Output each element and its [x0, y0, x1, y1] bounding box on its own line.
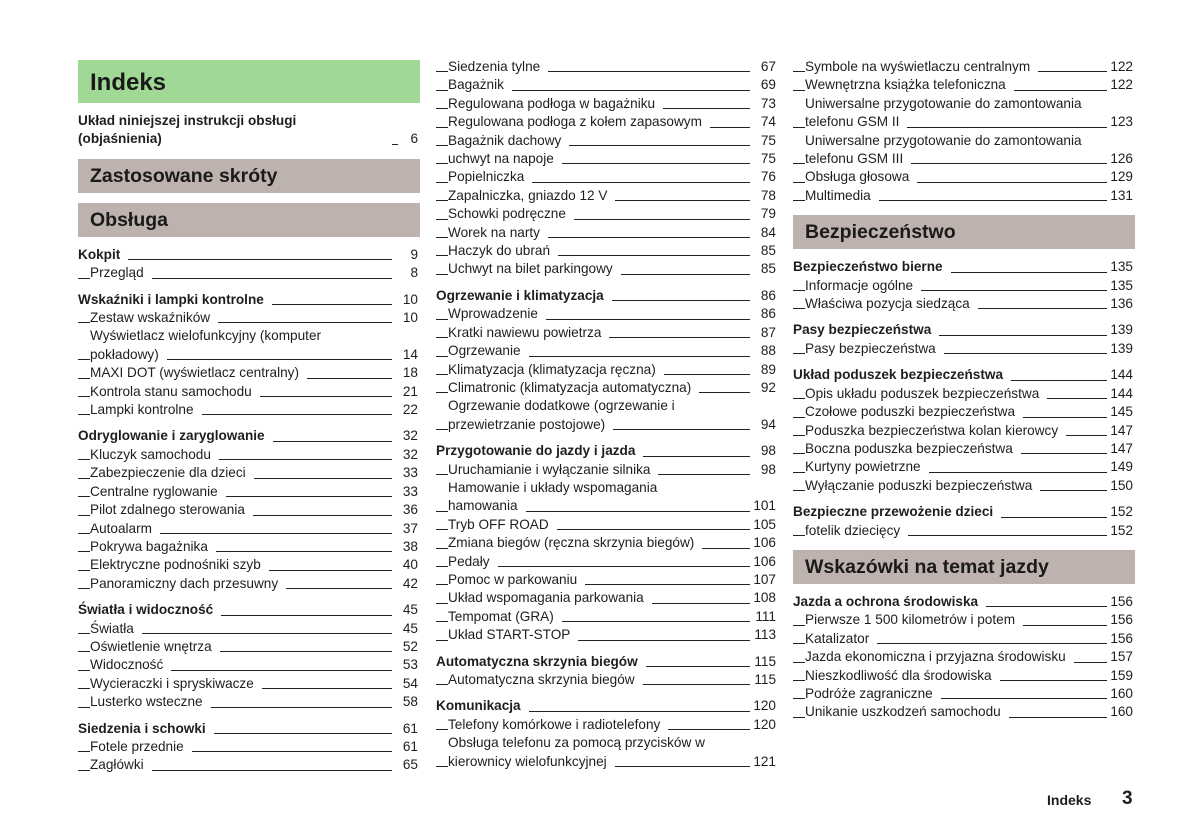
- entry-label: Ogrzewanie i klimatyzacja: [436, 288, 612, 303]
- entry-label: Fotele przednie: [90, 739, 192, 754]
- entry-page-number: 115: [754, 671, 776, 689]
- entry-page-number: 75: [761, 150, 776, 168]
- entry-page-number: 37: [403, 520, 418, 538]
- entry-page-number: 156: [1110, 630, 1133, 648]
- index-entry[interactable]: [436, 260, 778, 278]
- entry-page-number: 52: [403, 638, 418, 656]
- entry-page-number: 152: [1110, 503, 1133, 521]
- entry-label: Wskaźniki i lampki kontrolne: [78, 292, 272, 307]
- entry-page-number: 76: [761, 168, 776, 186]
- section-heading: Bezpieczeństwo: [793, 215, 1135, 249]
- entry-label: Światła i widoczność: [78, 602, 221, 617]
- entry-page-number: 149: [1110, 458, 1133, 476]
- entry-label: Jazda ekonomiczna i przyjazna środowisku: [805, 649, 1074, 664]
- entry-label: Panoramiczny dach przesuwny: [90, 576, 286, 591]
- entry-page-number: 144: [1110, 366, 1133, 384]
- entry-page-number: 84: [761, 224, 776, 242]
- index-column-1: [78, 60, 420, 775]
- entry-page-number: 150: [1110, 477, 1133, 495]
- entry-page-number: 105: [753, 516, 776, 534]
- entry-label: Układ poduszek bezpieczeństwa: [793, 367, 1011, 382]
- index-entry[interactable]: [793, 522, 1135, 540]
- entry-label: Symbole na wyświetlaczu centralnym: [805, 59, 1038, 74]
- entry-label: Zmiana biegów (ręczna skrzynia biegów): [448, 535, 702, 550]
- index-entry[interactable]: [78, 501, 420, 519]
- entry-page-number: 123: [1110, 113, 1133, 131]
- index-entry[interactable]: [436, 95, 778, 113]
- entry-page-number: 107: [753, 571, 776, 589]
- index-group-entry[interactable]: [793, 258, 1135, 276]
- index-entry[interactable]: [436, 132, 778, 150]
- entry-label: Odryglowanie i zaryglowanie: [78, 428, 273, 443]
- entry-label: Unikanie uszkodzeń samochodu: [805, 704, 1009, 719]
- entry-label: Opis układu poduszek bezpieczeństwa: [805, 386, 1047, 401]
- entry-label: Regulowana podłoga w bagażniku: [448, 96, 663, 111]
- entry-label: Obsługa telefonu za pomocą przycisków w kierownicy wielofunkcyjnej: [448, 735, 705, 769]
- entry-page-number: 14: [403, 346, 418, 364]
- entry-label: Pierwsze 1 500 kilometrów i potem: [805, 612, 1023, 627]
- entry-page-number: 85: [761, 242, 776, 260]
- entry-page-number: 86: [761, 305, 776, 323]
- entry-page-number: 144: [1110, 385, 1133, 403]
- index-entry[interactable]: [78, 756, 420, 774]
- entry-label: Zestaw wskaźników: [90, 310, 218, 325]
- entry-label: Informacje ogólne: [805, 278, 921, 293]
- index-group-entry[interactable]: [793, 366, 1135, 384]
- entry-label: Pilot zdalnego sterowania: [90, 502, 253, 517]
- entry-label: Tempomat (GRA): [448, 609, 562, 624]
- entry-page-number: 120: [753, 697, 776, 715]
- index-group-entry[interactable]: [78, 112, 420, 149]
- index-group-entry[interactable]: [436, 653, 778, 671]
- index-entry[interactable]: [78, 556, 420, 574]
- index-entry[interactable]: [436, 150, 778, 168]
- section-heading: Obsługa: [78, 203, 420, 237]
- entry-label: Obsługa głosowa: [805, 169, 917, 184]
- entry-label: Hamowanie i układy wspomagania hamowania: [448, 479, 658, 514]
- entry-label: uchwyt na napoje: [448, 151, 562, 166]
- section-heading: Zastosowane skróty: [78, 159, 420, 193]
- index-entry[interactable]: [436, 397, 778, 434]
- entry-page-number: 79: [761, 205, 776, 223]
- index-entry[interactable]: [793, 58, 1135, 76]
- entry-page-number: 75: [761, 132, 776, 150]
- entry-label: Autoalarm: [90, 521, 160, 536]
- index-entry[interactable]: [78, 446, 420, 464]
- index-entry[interactable]: [793, 132, 1135, 169]
- entry-page-number: 101: [753, 497, 776, 515]
- entry-label: Wyłączanie poduszki bezpieczeństwa: [805, 478, 1040, 493]
- index-entry[interactable]: [78, 520, 420, 538]
- entry-page-number: 53: [403, 656, 418, 674]
- page-title: Indeks: [78, 60, 420, 103]
- index-column-2: [436, 58, 778, 771]
- entry-page-number: 136: [1110, 295, 1133, 313]
- entry-label: Podróże zagraniczne: [805, 686, 941, 701]
- entry-page-number: 160: [1110, 703, 1133, 721]
- index-entry[interactable]: [436, 553, 778, 571]
- entry-label: Automatyczna skrzynia biegów: [436, 654, 646, 669]
- entry-label: Wewnętrzna książka telefoniczna: [805, 77, 1014, 92]
- index-group-entry[interactable]: [78, 720, 420, 738]
- entry-page-number: 78: [761, 187, 776, 205]
- entry-page-number: 38: [403, 538, 418, 556]
- entry-label: Uniwersalne przygotowanie do zamontowania telefonu GSM III: [805, 132, 1082, 167]
- entry-page-number: 21: [403, 383, 418, 401]
- index-entry[interactable]: [793, 168, 1135, 186]
- entry-page-number: 113: [754, 626, 776, 644]
- entry-label: Poduszka bezpieczeństwa kolan kierowcy: [805, 423, 1066, 438]
- entry-label: Oświetlenie wnętrza: [90, 639, 220, 654]
- entry-label: Widoczność: [90, 657, 171, 672]
- entry-page-number: 42: [403, 575, 418, 593]
- entry-label: Uniwersalne przygotowanie do zamontowania telefonu GSM II: [805, 95, 1082, 130]
- entry-label: Popielniczka: [448, 169, 532, 184]
- index-entry[interactable]: [793, 630, 1135, 648]
- index-entry[interactable]: [436, 361, 778, 379]
- entry-label: Automatyczna skrzynia biegów: [448, 672, 643, 687]
- entry-page-number: 85: [761, 260, 776, 278]
- index-entry[interactable]: [793, 440, 1135, 458]
- index-entry[interactable]: [436, 461, 778, 479]
- index-group-entry[interactable]: [436, 697, 778, 715]
- index-entry[interactable]: [793, 611, 1135, 629]
- index-entry[interactable]: [436, 242, 778, 260]
- index-entry[interactable]: [436, 342, 778, 360]
- entry-page-number: 120: [753, 716, 776, 734]
- index-entry[interactable]: [78, 464, 420, 482]
- entry-page-number: 58: [403, 693, 418, 711]
- entry-page-number: 115: [754, 653, 776, 671]
- entry-label: Układ wspomagania parkowania: [448, 590, 652, 605]
- entry-label: Przygotowanie do jazdy i jazda: [436, 443, 643, 458]
- entry-label: Pokrywa bagażnika: [90, 539, 216, 554]
- index-entry[interactable]: [436, 58, 778, 76]
- entry-page-number: 6: [410, 130, 418, 148]
- entry-label: MAXI DOT (wyświetlacz centralny): [90, 365, 307, 380]
- entry-label: Climatronic (klimatyzacja automatyczna): [448, 380, 699, 395]
- entry-page-number: 129: [1110, 168, 1133, 186]
- index-group-entry[interactable]: [793, 593, 1135, 611]
- index-entry[interactable]: [436, 479, 778, 516]
- entry-label: Siedzenia i schowki: [78, 721, 214, 736]
- index-entry[interactable]: [436, 205, 778, 223]
- entry-label: Ogrzewanie: [448, 343, 529, 358]
- index-entry[interactable]: [78, 538, 420, 556]
- index-entry[interactable]: [436, 224, 778, 242]
- index-entry[interactable]: [436, 626, 778, 644]
- entry-page-number: 131: [1110, 187, 1133, 205]
- entry-page-number: 121: [753, 753, 776, 771]
- entry-page-number: 33: [403, 464, 418, 482]
- index-entry[interactable]: [793, 648, 1135, 666]
- index-group-entry[interactable]: [78, 246, 420, 264]
- index-entry[interactable]: [78, 620, 420, 638]
- entry-page-number: 156: [1110, 611, 1133, 629]
- index-entry[interactable]: [793, 403, 1135, 421]
- entry-page-number: 139: [1110, 321, 1133, 339]
- entry-page-number: 106: [753, 553, 776, 571]
- entry-label: Kokpit: [78, 247, 128, 262]
- index-entry[interactable]: [793, 76, 1135, 94]
- entry-page-number: 89: [761, 361, 776, 379]
- entry-label: Światła: [90, 621, 142, 636]
- entry-label: Multimedia: [805, 188, 879, 203]
- entry-label: Kluczyk samochodu: [90, 447, 219, 462]
- entry-label: Układ START-STOP: [448, 627, 578, 642]
- entry-page-number: 152: [1110, 522, 1133, 540]
- index-entry[interactable]: [436, 379, 778, 397]
- entry-label: Katalizator: [805, 631, 877, 646]
- entry-label: Lusterko wsteczne: [90, 694, 211, 709]
- index-entry[interactable]: [793, 703, 1135, 721]
- entry-label: Czołowe poduszki bezpieczeństwa: [805, 404, 1023, 419]
- index-group-entry[interactable]: [436, 442, 778, 460]
- entry-label: Przegląd: [90, 265, 152, 280]
- entry-page-number: 157: [1110, 648, 1133, 666]
- entry-label: Klimatyzacja (klimatyzacja ręczna): [448, 362, 664, 377]
- index-entry[interactable]: [793, 340, 1135, 358]
- entry-page-number: 122: [1110, 76, 1133, 94]
- entry-label: Uchwyt na bilet parkingowy: [448, 261, 621, 276]
- entry-page-number: 111: [755, 608, 776, 626]
- index-group-entry[interactable]: [78, 427, 420, 445]
- entry-page-number: 36: [403, 501, 418, 519]
- index-entry[interactable]: [436, 187, 778, 205]
- entry-page-number: 32: [403, 427, 418, 445]
- entry-label: Kurtyny powietrzne: [805, 459, 929, 474]
- index-entry[interactable]: [436, 168, 778, 186]
- index-entry[interactable]: [793, 295, 1135, 313]
- index-entry[interactable]: [78, 383, 420, 401]
- entry-page-number: 106: [753, 534, 776, 552]
- index-entry[interactable]: [78, 264, 420, 282]
- entry-label: Ogrzewanie dodatkowe (ogrzewanie i przewietrzanie postojowe): [448, 398, 675, 432]
- entry-page-number: 87: [761, 324, 776, 342]
- entry-page-number: 33: [403, 483, 418, 501]
- entry-page-number: 147: [1110, 422, 1133, 440]
- entry-page-number: 45: [403, 601, 418, 619]
- index-group-entry[interactable]: [793, 321, 1135, 339]
- entry-page-number: 145: [1110, 403, 1133, 421]
- entry-page-number: 9: [410, 246, 418, 264]
- entry-label: Zabezpieczenie dla dzieci: [90, 465, 254, 480]
- entry-label: Pasy bezpieczeństwa: [793, 322, 939, 337]
- entry-label: Schowki podręczne: [448, 206, 574, 221]
- index-entry[interactable]: [78, 364, 420, 382]
- entry-page-number: 61: [403, 720, 418, 738]
- index-entry[interactable]: [78, 401, 420, 419]
- index-entry[interactable]: [436, 305, 778, 323]
- entry-label: Zagłówki: [90, 757, 152, 772]
- entry-page-number: 88: [761, 342, 776, 360]
- entry-page-number: 8: [410, 264, 418, 282]
- entry-page-number: 65: [403, 756, 418, 774]
- entry-label: Elektryczne podnośniki szyb: [90, 557, 269, 572]
- entry-page-number: 10: [403, 291, 418, 309]
- entry-page-number: 92: [761, 379, 776, 397]
- index-entry[interactable]: [436, 516, 778, 534]
- entry-label: Regulowana podłoga z kołem zapasowym: [448, 114, 710, 129]
- entry-label: Jazda a ochrona środowiska: [793, 594, 986, 609]
- entry-page-number: 40: [403, 556, 418, 574]
- entry-page-number: 61: [403, 738, 418, 756]
- entry-page-number: 147: [1110, 440, 1133, 458]
- index-entry[interactable]: [436, 716, 778, 734]
- index-entry[interactable]: [78, 575, 420, 593]
- entry-label: Telefony komórkowe i radiotelefony: [448, 717, 668, 732]
- section-heading: Wskazówki na temat jazdy: [793, 550, 1135, 584]
- index-entry[interactable]: [78, 638, 420, 656]
- index-entry[interactable]: [78, 483, 420, 501]
- index-entry[interactable]: [436, 608, 778, 626]
- entry-label: Nieszkodliwość dla środowiska: [805, 668, 1000, 683]
- index-entry[interactable]: [78, 656, 420, 674]
- entry-page-number: 69: [761, 76, 776, 94]
- entry-page-number: 135: [1110, 258, 1133, 276]
- index-entry[interactable]: [78, 327, 420, 364]
- index-entry[interactable]: [793, 277, 1135, 295]
- index-entry[interactable]: [436, 589, 778, 607]
- index-column-3: [793, 58, 1135, 722]
- entry-page-number: 45: [403, 620, 418, 638]
- footer-label: Indeks: [1047, 792, 1092, 808]
- index-entry[interactable]: [436, 534, 778, 552]
- index-entry[interactable]: [436, 324, 778, 342]
- entry-page-number: 98: [761, 461, 776, 479]
- entry-label: Pedały: [448, 554, 498, 569]
- entry-label: Centralne ryglowanie: [90, 484, 226, 499]
- index-entry[interactable]: [436, 76, 778, 94]
- index-entry[interactable]: [436, 671, 778, 689]
- entry-label: Bezpieczeństwo bierne: [793, 259, 951, 274]
- index-entry[interactable]: [793, 685, 1135, 703]
- entry-page-number: 139: [1110, 340, 1133, 358]
- index-group-entry[interactable]: [78, 601, 420, 619]
- index-entry[interactable]: [78, 693, 420, 711]
- entry-page-number: 160: [1110, 685, 1133, 703]
- index-entry[interactable]: [436, 571, 778, 589]
- entry-page-number: 122: [1110, 58, 1133, 76]
- entry-page-number: 32: [403, 446, 418, 464]
- entry-label: Kontrola stanu samochodu: [90, 384, 260, 399]
- index-group-entry[interactable]: [793, 503, 1135, 521]
- index-entry[interactable]: [436, 113, 778, 131]
- index-entry[interactable]: [793, 385, 1135, 403]
- entry-label: Bagażnik: [448, 77, 512, 92]
- entry-label: Lampki kontrolne: [90, 402, 202, 417]
- entry-label: Kratki nawiewu powietrza: [448, 325, 609, 340]
- entry-label: fotelik dziecięcy: [805, 523, 908, 538]
- index-entry[interactable]: [78, 738, 420, 756]
- index-entry[interactable]: [793, 667, 1135, 685]
- index-group-entry[interactable]: [436, 287, 778, 305]
- entry-label: Bezpieczne przewożenie dzieci: [793, 504, 1001, 519]
- entry-label: Właściwa pozycja siedząca: [805, 296, 978, 311]
- index-entry[interactable]: [793, 95, 1135, 132]
- entry-label: Wycieraczki i spryskiwacze: [90, 676, 262, 691]
- entry-label: Tryb OFF ROAD: [448, 517, 557, 532]
- entry-page-number: 156: [1110, 593, 1133, 611]
- entry-page-number: 10: [403, 309, 418, 327]
- page-number: 3: [1122, 788, 1133, 809]
- entry-page-number: 86: [761, 287, 776, 305]
- entry-page-number: 18: [403, 364, 418, 382]
- entry-page-number: 98: [761, 442, 776, 460]
- entry-label: Układ niniejszej instrukcji obsługi (objaśnienia): [78, 113, 297, 147]
- entry-label: Haczyk do ubrań: [448, 243, 558, 258]
- index-entry[interactable]: [793, 187, 1135, 205]
- index-entry[interactable]: [78, 309, 420, 327]
- entry-label: Uruchamianie i wyłączanie silnika: [448, 462, 658, 477]
- entry-label: Komunikacja: [436, 698, 529, 713]
- entry-page-number: 54: [403, 675, 418, 693]
- index-entry[interactable]: [436, 734, 778, 771]
- index-entry[interactable]: [78, 675, 420, 693]
- entry-page-number: 159: [1110, 667, 1133, 685]
- entry-label: Wyświetlacz wielofunkcyjny (komputer pokładowy): [90, 328, 322, 362]
- entry-page-number: 108: [753, 589, 776, 607]
- entry-label: Pasy bezpieczeństwa: [805, 341, 944, 356]
- entry-label: Siedzenia tylne: [448, 59, 548, 74]
- entry-page-number: 74: [761, 113, 776, 131]
- entry-label: Pomoc w parkowaniu: [448, 572, 585, 587]
- entry-page-number: 67: [761, 58, 776, 76]
- entry-label: Boczna poduszka bezpieczeństwa: [805, 441, 1021, 456]
- index-group-entry[interactable]: [78, 291, 420, 309]
- entry-page-number: 126: [1110, 150, 1133, 168]
- entry-page-number: 73: [761, 95, 776, 113]
- index-entry[interactable]: [793, 458, 1135, 476]
- index-entry[interactable]: [793, 422, 1135, 440]
- entry-label: Zapalniczka, gniazdo 12 V: [448, 188, 615, 203]
- entry-page-number: 94: [761, 416, 776, 434]
- entry-label: Bagażnik dachowy: [448, 133, 569, 148]
- entry-page-number: 22: [403, 401, 418, 419]
- entry-label: Worek na narty: [448, 225, 548, 240]
- index-entry[interactable]: [793, 477, 1135, 495]
- entry-page-number: 135: [1110, 277, 1133, 295]
- entry-label: Wprowadzenie: [448, 306, 546, 321]
